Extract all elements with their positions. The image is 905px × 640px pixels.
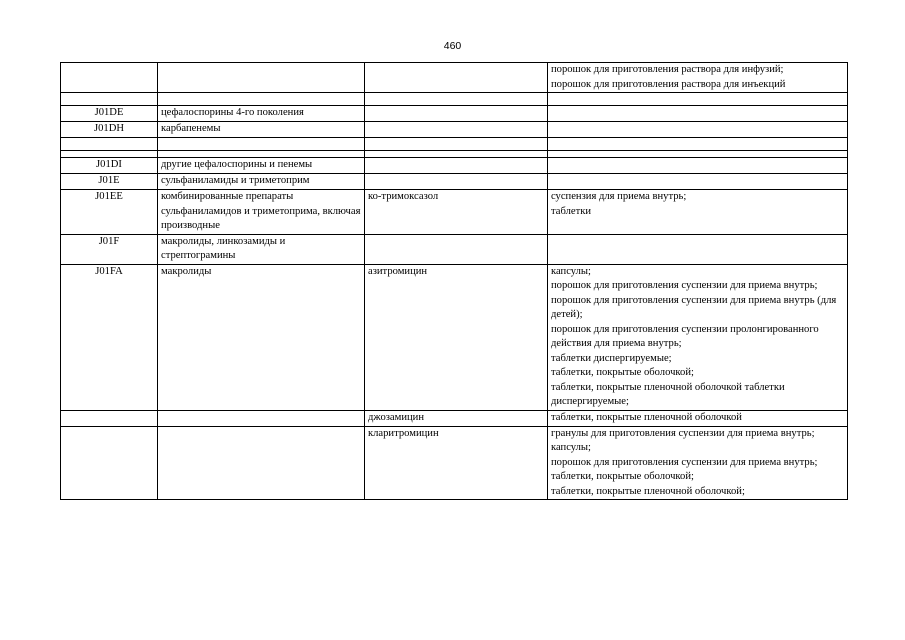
atc-code-cell: J01F bbox=[61, 234, 158, 264]
empty-row bbox=[61, 138, 848, 151]
drug-cell bbox=[365, 158, 548, 174]
atc-code-cell: J01DE bbox=[61, 106, 158, 122]
drug-cell: джозамицин bbox=[365, 410, 548, 426]
group-cell: другие цефалоспорины и пенемы bbox=[158, 158, 365, 174]
atc-code-cell: J01EE bbox=[61, 190, 158, 235]
drug-table bbox=[60, 62, 848, 500]
forms-cell bbox=[548, 174, 848, 190]
atc-code-cell: J01E bbox=[61, 174, 158, 190]
group-cell: карбапенемы bbox=[158, 122, 365, 138]
empty-row bbox=[61, 93, 848, 106]
drug-cell: ко-тримоксазол bbox=[365, 190, 548, 235]
table-row bbox=[61, 234, 848, 264]
table-row bbox=[61, 106, 848, 122]
forms-cell bbox=[548, 234, 848, 264]
group-cell bbox=[158, 426, 365, 500]
atc-code-cell bbox=[61, 426, 158, 500]
table-row bbox=[61, 190, 848, 235]
drug-cell bbox=[365, 106, 548, 122]
table-row bbox=[61, 122, 848, 138]
atc-code-cell: J01DH bbox=[61, 122, 158, 138]
group-cell: сульфаниламиды и триметоприм bbox=[158, 174, 365, 190]
group-cell: комбинированные препараты сульфаниламидов и триметоприма, включая производные bbox=[158, 190, 365, 235]
table-row bbox=[61, 410, 848, 426]
table-row bbox=[61, 63, 848, 93]
drug-cell: кларитромицин bbox=[365, 426, 548, 500]
group-cell: макролиды, линкозамиды и стрептограмины bbox=[158, 234, 365, 264]
drug-cell bbox=[365, 234, 548, 264]
drug-cell bbox=[365, 174, 548, 190]
drug-cell bbox=[365, 122, 548, 138]
table-row bbox=[61, 426, 848, 500]
drug-cell bbox=[365, 63, 548, 93]
atc-code-cell bbox=[61, 410, 158, 426]
atc-code-cell: J01DI bbox=[61, 158, 158, 174]
group-cell: цефалоспорины 4-го поколения bbox=[158, 106, 365, 122]
group-cell: макролиды bbox=[158, 264, 365, 410]
forms-cell: суспензия для приема внутрь; таблетки bbox=[548, 190, 848, 235]
empty-row bbox=[61, 151, 848, 158]
atc-code-cell bbox=[61, 63, 158, 93]
drug-cell: азитромицин bbox=[365, 264, 548, 410]
group-cell bbox=[158, 410, 365, 426]
table-row bbox=[61, 158, 848, 174]
table-row bbox=[61, 174, 848, 190]
atc-code-cell: J01FA bbox=[61, 264, 158, 410]
table-row bbox=[61, 264, 848, 410]
forms-cell: таблетки, покрытые пленочной оболочкой bbox=[548, 410, 848, 426]
forms-cell bbox=[548, 122, 848, 138]
forms-cell bbox=[548, 158, 848, 174]
forms-cell: капсулы; порошок для приготовления суспензии для приема внутрь; порошок для приготовления суспензии для приема внутрь (для детей); порошок для приготовления суспензии пролонгированного действия для приема внутрь; таблетки диспергируемые; таблетки, покрытые оболочкой; таблетки, покрытые пленочной оболочкой таблетки диспергируемые; bbox=[548, 264, 848, 410]
group-cell bbox=[158, 63, 365, 93]
forms-cell: гранулы для приготовления суспензии для приема внутрь; капсулы; порошок для приготовления суспензии для приема внутрь; таблетки, покрытые оболочкой; таблетки, покрытые пленочной оболочкой; bbox=[548, 426, 848, 500]
page-number: 460 bbox=[443, 40, 462, 52]
forms-cell bbox=[548, 106, 848, 122]
forms-cell: порошок для приготовления раствора для инфузий; порошок для приготовления раствора для инъекций bbox=[548, 63, 848, 93]
